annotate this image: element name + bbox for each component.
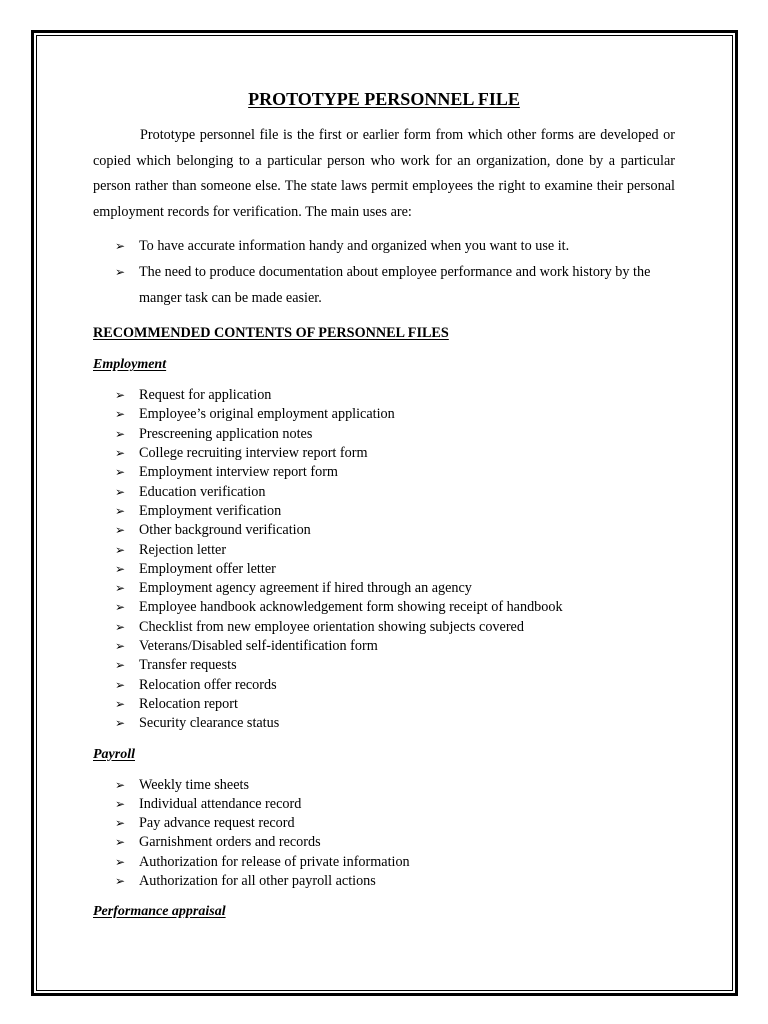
list-item bbox=[93, 637, 675, 656]
list-item bbox=[93, 560, 675, 579]
list-item-text: The need to produce documentation about employee performance and work history by the manger task can be made easier. bbox=[139, 263, 651, 306]
employment-heading: Employment bbox=[93, 357, 167, 373]
list-item bbox=[93, 872, 675, 891]
list-item-text: Security clearance status bbox=[139, 715, 280, 732]
document-title: PROTOTYPE PERSONNEL FILE bbox=[248, 89, 520, 109]
arrowhead-bullet-icon: ➢ bbox=[115, 777, 126, 792]
arrowhead-bullet-icon: ➢ bbox=[115, 854, 126, 869]
list-item bbox=[93, 425, 675, 444]
list-item-text: Relocation report bbox=[139, 695, 238, 712]
arrowhead-bullet-icon: ➢ bbox=[115, 465, 126, 480]
list-item-text: Checklist from new employee orientation showing subjects covered bbox=[139, 618, 524, 635]
arrowhead-bullet-icon: ➢ bbox=[115, 239, 126, 254]
employment-list bbox=[93, 386, 675, 733]
list-item bbox=[93, 598, 675, 617]
list-item-text: Employment agency agreement if hired through an agency bbox=[139, 580, 472, 597]
list-item-text: Employment verification bbox=[139, 502, 282, 519]
list-item-text: Transfer requests bbox=[139, 657, 237, 674]
list-item bbox=[93, 853, 675, 872]
document-body bbox=[93, 86, 675, 933]
list-item bbox=[93, 814, 675, 833]
uses-list bbox=[93, 234, 675, 311]
list-item bbox=[93, 776, 675, 795]
arrowhead-bullet-icon: ➢ bbox=[115, 696, 126, 711]
list-item-text: Authorization for release of private information bbox=[139, 853, 410, 870]
list-item bbox=[93, 463, 675, 482]
list-item bbox=[93, 521, 675, 540]
arrowhead-bullet-icon: ➢ bbox=[115, 581, 126, 596]
list-item bbox=[93, 795, 675, 814]
arrowhead-bullet-icon: ➢ bbox=[115, 388, 126, 403]
list-item bbox=[93, 833, 675, 852]
list-item-text: Pay advance request record bbox=[139, 815, 295, 832]
arrowhead-bullet-icon: ➢ bbox=[115, 426, 126, 441]
list-item-text: Employment offer letter bbox=[139, 560, 276, 577]
arrowhead-bullet-icon: ➢ bbox=[115, 816, 126, 831]
list-item bbox=[93, 714, 675, 733]
list-item-text: Employee handbook acknowledgement form showing receipt of handbook bbox=[139, 599, 563, 616]
list-item-text: Rejection letter bbox=[139, 541, 227, 558]
section-heading: RECOMMENDED CONTENTS OF PERSONNEL FILES bbox=[93, 325, 449, 342]
arrowhead-bullet-icon: ➢ bbox=[115, 484, 126, 499]
arrowhead-bullet-icon: ➢ bbox=[115, 677, 126, 692]
list-item bbox=[93, 656, 675, 675]
list-item-text: Individual attendance record bbox=[139, 795, 302, 812]
list-item-text: Relocation offer records bbox=[139, 676, 277, 693]
list-item bbox=[93, 695, 675, 714]
list-item bbox=[93, 405, 675, 424]
list-item-text: To have accurate information handy and organized when you want to use it. bbox=[139, 238, 570, 255]
arrowhead-bullet-icon: ➢ bbox=[115, 542, 126, 557]
payroll-heading: Payroll bbox=[93, 746, 135, 762]
arrowhead-bullet-icon: ➢ bbox=[115, 796, 126, 811]
list-item-text: Employee’s original employment application bbox=[139, 406, 395, 423]
arrowhead-bullet-icon: ➢ bbox=[115, 835, 126, 850]
arrowhead-bullet-icon: ➢ bbox=[115, 523, 126, 538]
list-item-text: Other background verification bbox=[139, 522, 311, 539]
list-item-text: Prescreening application notes bbox=[139, 425, 313, 442]
arrowhead-bullet-icon: ➢ bbox=[115, 561, 126, 576]
list-item-text: Weekly time sheets bbox=[139, 776, 249, 793]
list-item-text: Authorization for all other payroll actions bbox=[139, 872, 376, 889]
arrowhead-bullet-icon: ➢ bbox=[115, 639, 126, 654]
list-item-text: Request for application bbox=[139, 387, 272, 404]
list-item-text: College recruiting interview report form bbox=[139, 445, 368, 462]
list-item-text: Veterans/Disabled self-identification form bbox=[139, 638, 378, 655]
payroll-list bbox=[93, 776, 675, 892]
arrowhead-bullet-icon: ➢ bbox=[115, 503, 126, 518]
arrowhead-bullet-icon: ➢ bbox=[115, 600, 126, 615]
list-item bbox=[93, 541, 675, 560]
arrowhead-bullet-icon: ➢ bbox=[115, 873, 126, 888]
list-item bbox=[93, 579, 675, 598]
list-item-text: Garnishment orders and records bbox=[139, 834, 321, 851]
list-item bbox=[93, 386, 675, 405]
list-item bbox=[93, 260, 675, 311]
performance-appraisal-heading: Performance appraisal bbox=[93, 904, 226, 920]
list-item bbox=[93, 676, 675, 695]
list-item bbox=[93, 502, 675, 521]
list-item bbox=[93, 618, 675, 637]
list-item bbox=[93, 234, 675, 260]
arrowhead-bullet-icon: ➢ bbox=[115, 658, 126, 673]
arrowhead-bullet-icon: ➢ bbox=[115, 446, 126, 461]
list-item-text: Employment interview report form bbox=[139, 464, 338, 481]
arrowhead-bullet-icon: ➢ bbox=[115, 619, 126, 634]
intro-paragraph: Prototype personnel file is the first or earlier form from which other forms are developed or copied which belonging to a particular person who work for an organization, done by a particular person rather than someone else. The state laws permit employees the right to examine their personal employment records for verification. The main uses are: bbox=[93, 127, 675, 220]
list-item bbox=[93, 483, 675, 502]
list-item-text: Education verification bbox=[139, 483, 266, 500]
arrowhead-bullet-icon: ➢ bbox=[115, 264, 126, 279]
arrowhead-bullet-icon: ➢ bbox=[115, 716, 126, 731]
list-item bbox=[93, 444, 675, 463]
arrowhead-bullet-icon: ➢ bbox=[115, 407, 126, 422]
